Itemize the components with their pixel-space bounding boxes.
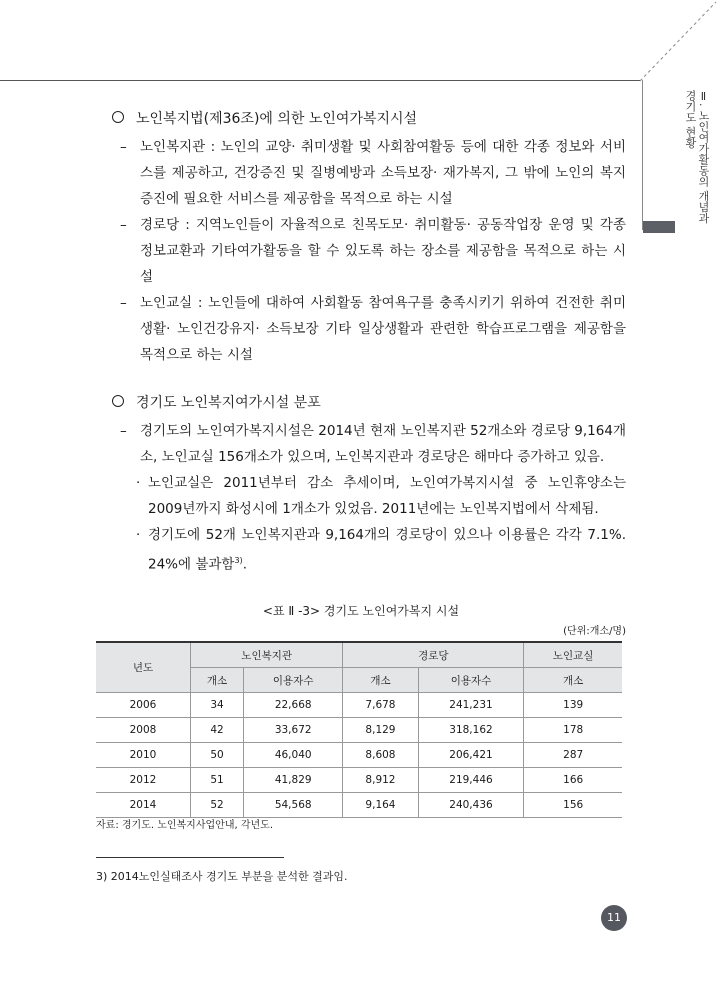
table-cell: 156	[524, 793, 622, 818]
body-content	[100, 108, 626, 578]
table-cell: 2008	[96, 718, 191, 743]
table-cell: 287	[524, 743, 622, 768]
table-cell: 52	[191, 793, 244, 818]
table-row	[96, 743, 622, 768]
table-cell: 139	[524, 693, 622, 718]
table-cell: 54,568	[244, 793, 343, 818]
corner-dashed-line	[0, 0, 718, 90]
table-cell: 206,421	[418, 743, 524, 768]
list-item: – 노인교실 : 노인들에 대하여 사회활동 참여욕구를 충족시키기 위하여 건전한 취미생활· 노인건강유지· 소득보장 기타 일상생활과 관련한 학습프로그램을 제공함을 목적으로 하는 시설	[120, 295, 626, 363]
table-cell: 241,231	[418, 693, 524, 718]
sidebar-rule	[642, 80, 643, 230]
table-cell: 41,829	[244, 768, 343, 793]
table-cell: 2012	[96, 768, 191, 793]
list-item: – 경기도의 노인여가복지시설은 2014년 현재 노인복지관 52개소와 경로당 9,164개소, 노인교실 156개소가 있으며, 노인복지관과 경로당은 해마다 증가하고 있음.	[120, 423, 626, 465]
chapter-marker	[643, 221, 675, 233]
sub-header: 개소	[524, 668, 622, 693]
group-header: 노인교실	[524, 642, 622, 668]
table-unit: (단위:개소/명)	[563, 626, 626, 637]
table-row	[96, 793, 622, 818]
list-item: – 노인복지관 : 노인의 교양· 취미생활 및 사회참여활동 등에 대한 각종 정보와 서비스를 제공하고, 건강증진 및 질병예방과 소득보장· 재가복지, 그 밖에 노인의 복지증진에 필요한 서비스를 제공함을 목적으로 하는 시설	[120, 139, 626, 207]
sub-list-item: · 노인교실은 2011년부터 감소 추세이며, 노인여가복지시설 중 노인휴양소는 2009년까지 화성시에 1개소가 있었음. 2011년에는 노인복지법에서 삭제됨.	[136, 475, 626, 517]
table-cell: 8,608	[343, 743, 418, 768]
circle-bullet-icon	[112, 111, 124, 123]
page-number: 11	[601, 905, 627, 931]
table-source: 자료: 경기도. 노인복지사업안내, 각년도.	[96, 820, 274, 831]
table-cell: 33,672	[244, 718, 343, 743]
table-cell: 166	[524, 768, 622, 793]
chapter-label: Ⅱ. 노인여가활동의 개념과 경기도 현황	[684, 90, 710, 224]
group-header: 노인복지관	[191, 642, 343, 668]
table-cell: 2006	[96, 693, 191, 718]
sub-list-item: · 경기도에 52개 노인복지관과 9,164개의 경로당이 있으나 이용률은 각각 7.1%. 24%에 불과함$^{3)}$.	[136, 527, 626, 573]
table-cell: 219,446	[418, 768, 524, 793]
sub-header: 개소	[343, 668, 418, 693]
table-cell: 2010	[96, 743, 191, 768]
table-cell: 8,129	[343, 718, 418, 743]
table-row	[96, 693, 622, 718]
table-title: <표 Ⅱ -3> 경기도 노인여가복지 시설	[262, 604, 460, 618]
table-cell: 34	[191, 693, 244, 718]
table-cell: 178	[524, 718, 622, 743]
circle-bullet-icon	[112, 395, 124, 407]
footnote-rule	[96, 857, 284, 858]
group-header: 경로당	[343, 642, 524, 668]
table-cell: 8,912	[343, 768, 418, 793]
footnote: 3) 2014노인실태조사 경기도 부분을 분석한 결과임.	[96, 870, 348, 883]
table-cell: 46,040	[244, 743, 343, 768]
footnote-ref: 3)	[234, 556, 243, 565]
table-cell: 9,164	[343, 793, 418, 818]
table-cell: 2014	[96, 793, 191, 818]
table-cell: 22,668	[244, 693, 343, 718]
table-cell: 42	[191, 718, 244, 743]
table-cell: 51	[191, 768, 244, 793]
sub-header: 이용자수	[418, 668, 524, 693]
table-cell: 50	[191, 743, 244, 768]
table-cell: 318,162	[418, 718, 524, 743]
col-header-year: 년도	[96, 642, 191, 693]
sub-header: 개소	[191, 668, 244, 693]
table-cell: 7,678	[343, 693, 418, 718]
table-row	[96, 768, 622, 793]
list-item: – 경로당 : 지역노인들이 자율적으로 친목도모· 취미활동· 공동작업장 운영 및 각종 정보교환과 기타여가활동을 할 수 있도록 하는 장소를 제공함을 목적으로 하는 시설	[120, 217, 626, 285]
section-heading-1: 노인복지법(제36조)에 의한 노인여가복지시설	[100, 108, 626, 128]
section-heading-2: 경기도 노인복지여가시설 분포	[100, 392, 626, 412]
sub-header: 이용자수	[244, 668, 343, 693]
table-row	[96, 718, 622, 743]
facility-table	[96, 641, 622, 818]
table-cell: 240,436	[418, 793, 524, 818]
